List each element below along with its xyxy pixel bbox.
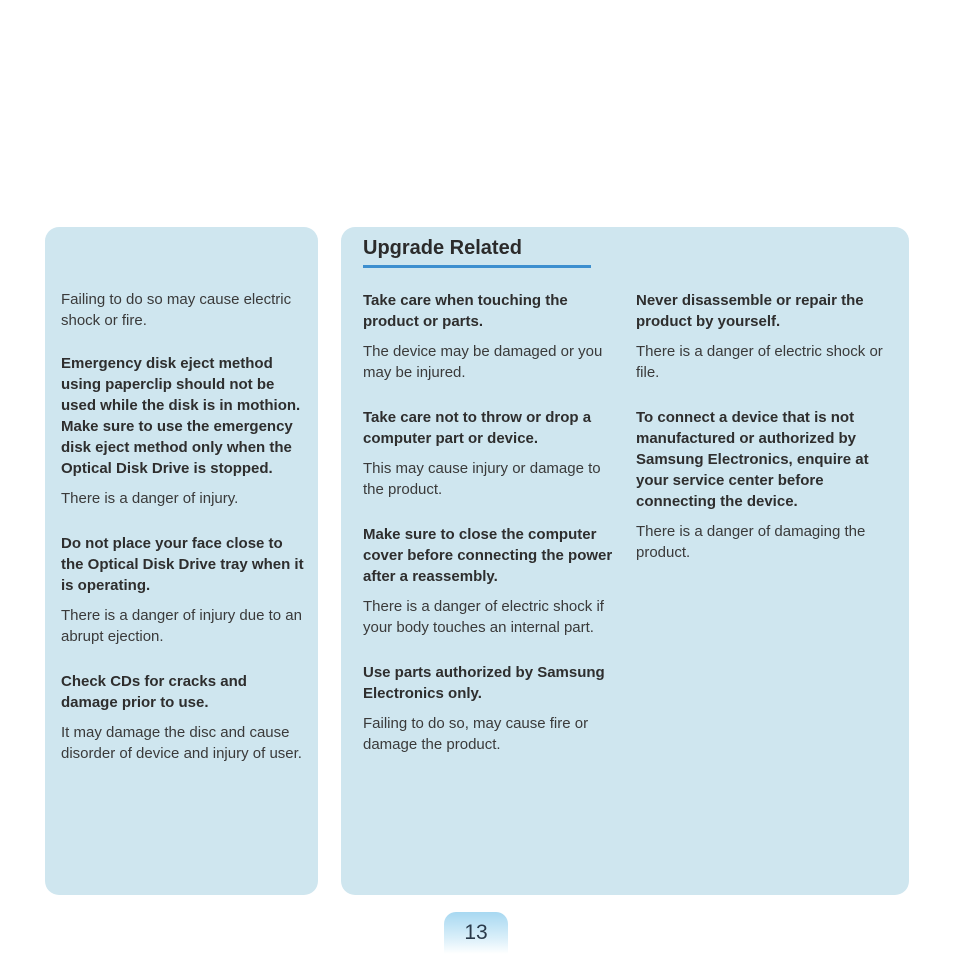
list-item	[363, 290, 615, 383]
item-title: Emergency disk eject method using paperclip should not be used while the disk is in mothion. Make sure to use the emergency disk eject method only when the Optical Disk Drive is stopped.	[61, 355, 301, 477]
item-title: Take care not to throw or drop a computer part or device.	[363, 409, 592, 447]
list-item	[363, 662, 615, 755]
intro-text: Failing to do so may cause electric shock or fire.	[61, 291, 292, 329]
list-item	[61, 671, 306, 764]
list-item	[61, 533, 306, 647]
item-desc: There is a danger of electric shock or file.	[636, 343, 883, 381]
item-title: Use parts authorized by Samsung Electronics only.	[363, 664, 605, 702]
list-item	[636, 407, 888, 563]
item-desc: This may cause injury or damage to the product.	[363, 460, 601, 498]
list-item	[363, 407, 615, 500]
list-item	[363, 524, 615, 638]
item-title: Never disassemble or repair the product by yourself.	[636, 292, 864, 330]
item-desc: There is a danger of injury due to an abrupt ejection.	[61, 607, 302, 645]
item-desc: Failing to do so, may cause fire or damage the product.	[363, 715, 589, 753]
item-title: Check CDs for cracks and damage prior to use.	[61, 673, 247, 711]
item-title: Do not place your face close to the Optical Disk Drive tray when it is operating.	[61, 535, 304, 594]
item-desc: It may damage the disc and cause disorder of device and injury of user.	[61, 724, 302, 762]
page-number: 13	[464, 921, 488, 944]
item-desc: There is a danger of electric shock if your body touches an internal part.	[363, 598, 604, 636]
left-panel	[45, 227, 318, 895]
item-desc: The device may be damaged or you may be injured.	[363, 343, 603, 381]
middle-column	[363, 290, 615, 779]
list-item	[636, 290, 888, 383]
list-item	[61, 353, 306, 509]
item-desc: There is a danger of damaging the product.	[636, 523, 866, 561]
upgrade-related-panel	[341, 227, 909, 895]
page-number-tab	[444, 912, 508, 954]
heading-underline	[363, 265, 591, 268]
item-title: To connect a device that is not manufactured or authorized by Samsung Electronics, enquire at your service center before connecting the device.	[636, 409, 869, 510]
item-title: Take care when touching the product or parts.	[363, 292, 568, 330]
item-desc: There is a danger of injury.	[61, 490, 239, 507]
right-column	[636, 290, 888, 587]
left-column	[61, 289, 306, 788]
item-title: Make sure to close the computer cover before connecting the power after a reassembly.	[363, 526, 613, 585]
section-heading: Upgrade Related	[363, 237, 522, 259]
